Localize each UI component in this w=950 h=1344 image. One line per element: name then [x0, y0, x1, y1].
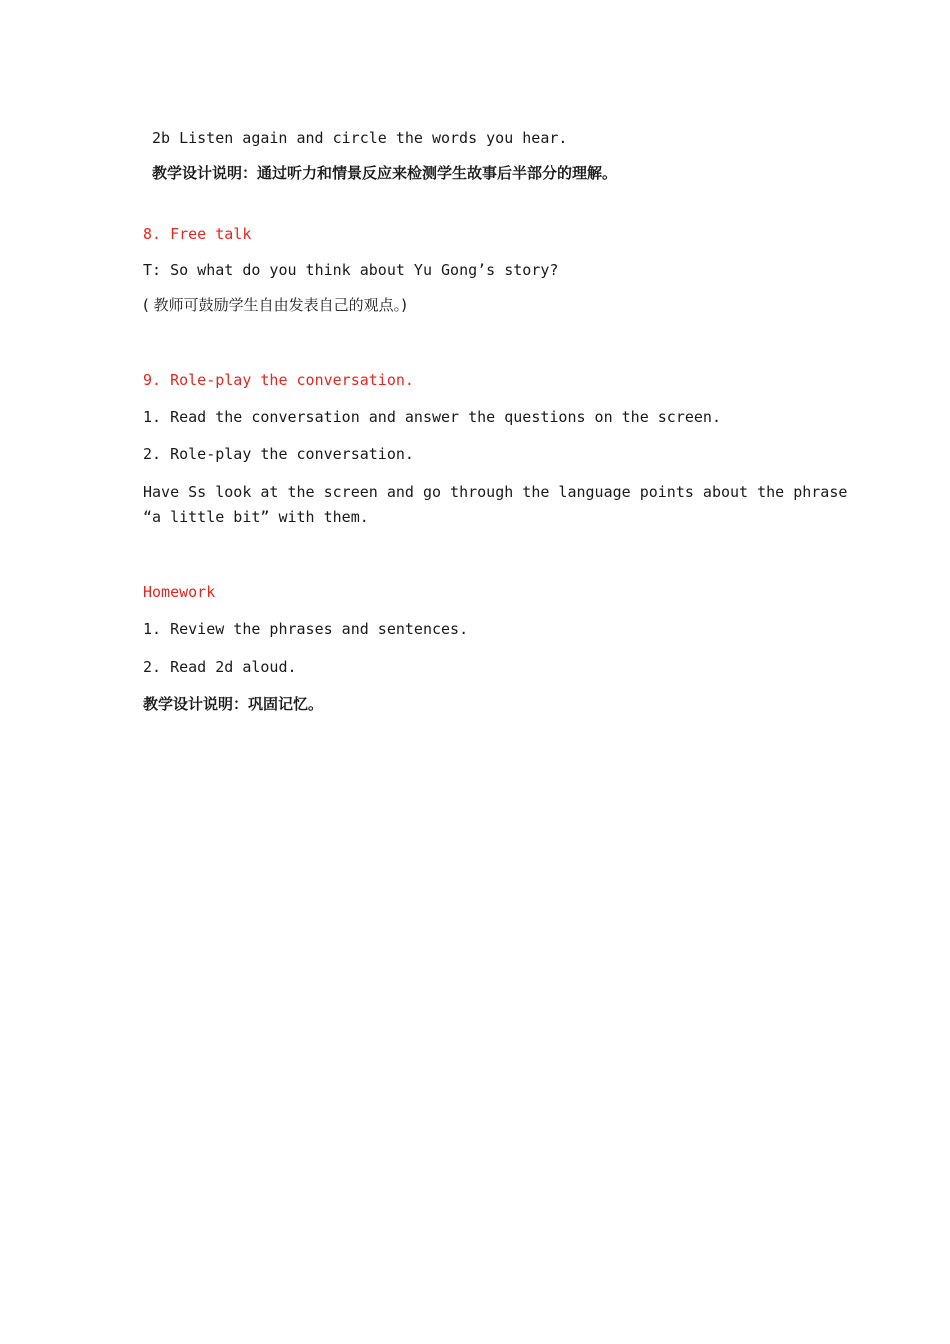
homework-item-2: 2. Read 2d aloud. [143, 658, 297, 676]
section-9-item-1: 1. Read the conversation and answer the questions on the screen. [143, 408, 721, 426]
section-9-paragraph-line-1: Have Ss look at the screen and go through the language points about the phrase [143, 483, 848, 501]
section-8-teacher-note: ( 教师可鼓励学生自由发表自己的观点。) [143, 296, 407, 314]
section-9-paragraph-line-2: “a little bit” with them. [143, 508, 369, 526]
section-9-heading: 9. Role-play the conversation. [143, 371, 414, 389]
homework-heading: Homework [143, 583, 216, 601]
section-8-question: T: So what do you think about Yu Gong’s story? [143, 261, 559, 279]
homework-design-note: 教学设计说明：巩固记忆。 [143, 695, 324, 713]
section-8-heading: 8. Free talk [143, 225, 252, 243]
section-9-item-2: 2. Role-play the conversation. [143, 445, 414, 463]
section-2b-design-note: 教学设计说明：通过听力和情景反应来检测学生故事后半部分的理解。 [152, 164, 618, 182]
homework-item-1: 1. Review the phrases and sentences. [143, 620, 469, 638]
section-2b-text: 2b Listen again and circle the words you hear. [152, 129, 568, 147]
